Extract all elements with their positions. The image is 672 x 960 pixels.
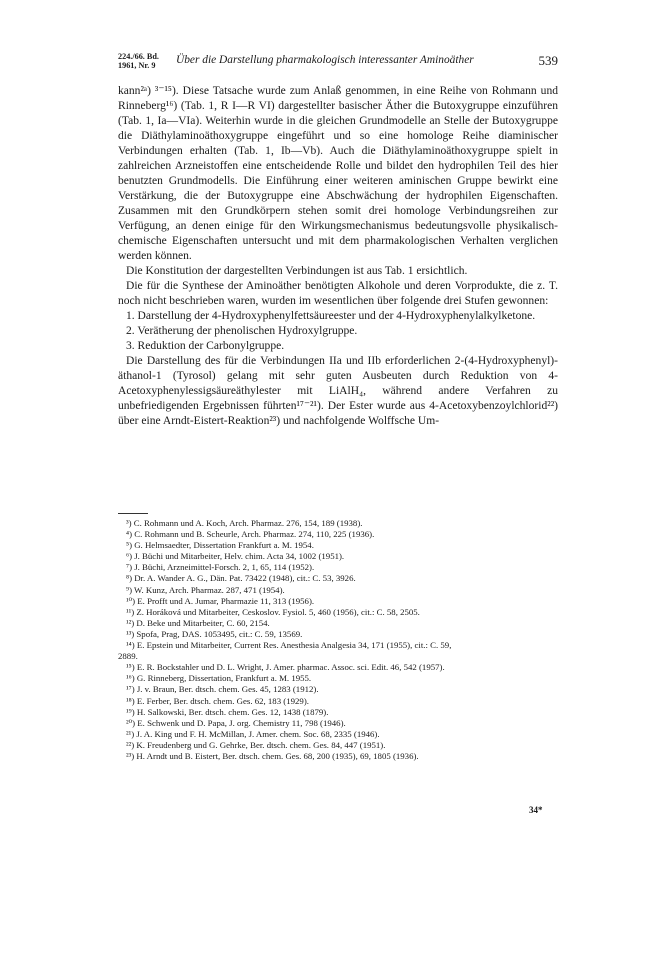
footnote: ²³) H. Arndt und B. Eistert, Ber. dtsch. chem. Ges. 68, 200 (1935), 69, 1805 (1936).	[126, 750, 419, 761]
footnote: ⁶) J. Büchi und Mitarbeiter, Helv. chim. Acta 34, 1002 (1951).	[126, 551, 345, 562]
footnote: ¹⁸) E. Ferber, Ber. dtsch. chem. Ges. 62, 183 (1929).	[126, 695, 309, 706]
paragraph: Die Darstellung des für die Verbindungen IIa und IIb erforderlichen 2-(4-Hydroxyphenyl)-äthanol-1 (Tyrosol) gelang mit sehr guten Ausbeuten durch Reduktion von 4-Acetoxyphenylessigsäureäthylester mit LiAlH₄, während andere Verfahren zu unbefriedigenden Ergebnissen führten¹⁷⁻²¹). Der Ester wurde aus 4-Acetoxybenzoylchlorid²²) über eine Arndt-Eistert-Reaktion²³) und nachfolgende Wolffsche Um-	[118, 355, 558, 427]
footnote: ³) C. Rohmann und A. Koch, Arch. Pharmaz. 276, 154, 189 (1938).	[126, 518, 363, 528]
footnote: ¹³) Spofa, Prag, DAS. 1053495, cit.: C. 59, 13569.	[126, 628, 303, 639]
body-text	[118, 84, 558, 429]
list-item: 3. Reduktion der Carbonylgruppe.	[126, 340, 285, 352]
footnotes	[118, 518, 558, 762]
page-number: 539	[538, 53, 558, 68]
signature-mark: 34*	[529, 805, 543, 815]
list-item: 1. Darstellung der 4-Hydroxyphenylfettsäureester und der 4-Hydroxyphenylalkylketone.	[126, 310, 536, 322]
footnote: ¹⁷) J. v. Braun, Ber. dtsch. chem. Ges. 45, 1283 (1912).	[126, 684, 319, 695]
footnote: ²²) K. Freudenberg und G. Gehrke, Ber. dtsch. chem. Ges. 84, 447 (1951).	[126, 739, 386, 750]
footnote: ¹¹) Z. Horáková und Mitarbeiter, Ceskoslov. Fysiol. 5, 460 (1956), cit.: C. 58, 2505.	[126, 606, 420, 617]
footnote: ⁸) Dr. A. Wander A. G., Dän. Pat. 73422 (1948), cit.: C. 53, 3926.	[126, 573, 356, 584]
footnote: ¹²) D. Beke und Mitarbeiter, C. 60, 2154.	[126, 617, 270, 628]
journal-reference: 224./66. Bd. 1961, Nr. 9	[118, 52, 159, 70]
footnote: ²⁰) E. Schwenk und D. Papa, J. org. Chemistry 11, 798 (1946).	[126, 717, 346, 728]
footnote: ¹⁵) E. R. Bockstahler und D. L. Wright, J. Amer. pharmac. Assoc. sci. Edit. 46, 542 (1957).	[126, 662, 445, 673]
footnote-continuation: 2889.	[118, 651, 138, 662]
list-item: 2. Verätherung der phenolischen Hydroxylgruppe.	[126, 325, 358, 337]
paragraph: Die für die Synthese der Aminoäther benötigten Alkohole und deren Vorprodukte, die z. T. noch nicht beschrieben waren, wurden im wesentlichen über folgende drei Stufen gewonnen:	[118, 280, 558, 307]
footnote: ²¹) J. A. King und F. H. McMillan, J. Amer. chem. Soc. 68, 2335 (1946).	[126, 728, 380, 739]
footnote: ⁴) C. Rohmann und B. Scheurle, Arch. Pharmaz. 274, 110, 225 (1936).	[126, 529, 375, 540]
running-header	[118, 52, 558, 76]
footnote: ⁷) J. Büchi, Arzneimittel-Forsch. 2, 1, 65, 114 (1952).	[126, 562, 315, 573]
running-title: Über die Darstellung pharmakologisch interessanter Aminoäther	[176, 54, 474, 66]
synthesis-steps-list	[118, 309, 558, 354]
paragraph: Die Konstitution der dargestellten Verbindungen ist aus Tab. 1 ersichtlich.	[126, 265, 468, 277]
footnote: ¹⁹) H. Salkowski, Ber. dtsch. chem. Ges. 12, 1438 (1879).	[126, 706, 329, 717]
footnote: ¹⁴) E. Epstein und Mitarbeiter, Current Res. Anesthesia Analgesia 34, 171 (1955), cit.: C. 59,	[126, 640, 452, 651]
footnote-divider	[118, 513, 148, 514]
footnote: ⁵) G. Helmsaedter, Dissertation Frankfurt a. M. 1954.	[126, 540, 314, 551]
footnote: ¹⁰) E. Profft und A. Jumar, Pharmazie 11, 313 (1956).	[126, 595, 315, 606]
footnote: ⁹) W. Kunz, Arch. Pharmaz. 287, 471 (1954).	[126, 584, 285, 595]
footnote: ¹⁶) G. Rinneberg, Dissertation, Frankfurt a. M. 1955.	[126, 673, 312, 684]
paragraph: kann²ᵃ) ³⁻¹⁵). Diese Tatsache wurde zum Anlaß genommen, in eine Reihe von Rohmann und Rinneberg¹⁶) (Tab. 1, R I—R VI) dargestellter basischer Äther die Butoxygruppe einzuführen (Tab. 1, Ia—VIa). Weiterhin wurde in die gleichen Grundmodelle an Stelle der Butoxygruppe die Diäthylaminoäthoxygruppe eingeführt und so eine homologe Reihe diaminischer Verbindungen erhalten (Tab. 1, Ib—Vb). Auch die Diäthylaminoäthoxygruppe spielt in zahlreichen Arzneistoffen eine entscheidende Rolle und bildet den hydrophilen Teil des hier benutzten Grundmodells. Die Einführung einer weiteren aminischen Gruppe bewirkt eine Verstärkung, die der Butoxygruppe eine Abschwächung der hydrophilen Eigenschaften. Zusammen mit den Grundkörpern stehen somit drei homologe Verbindungsreihen zur Verfügung, an denen einige für den Wirkungsmechanismus bedeutungsvolle physikalisch-chemische Eigenschaften untersucht und mit dem pharmakologischen Verhalten verglichen werden können.	[118, 85, 558, 262]
